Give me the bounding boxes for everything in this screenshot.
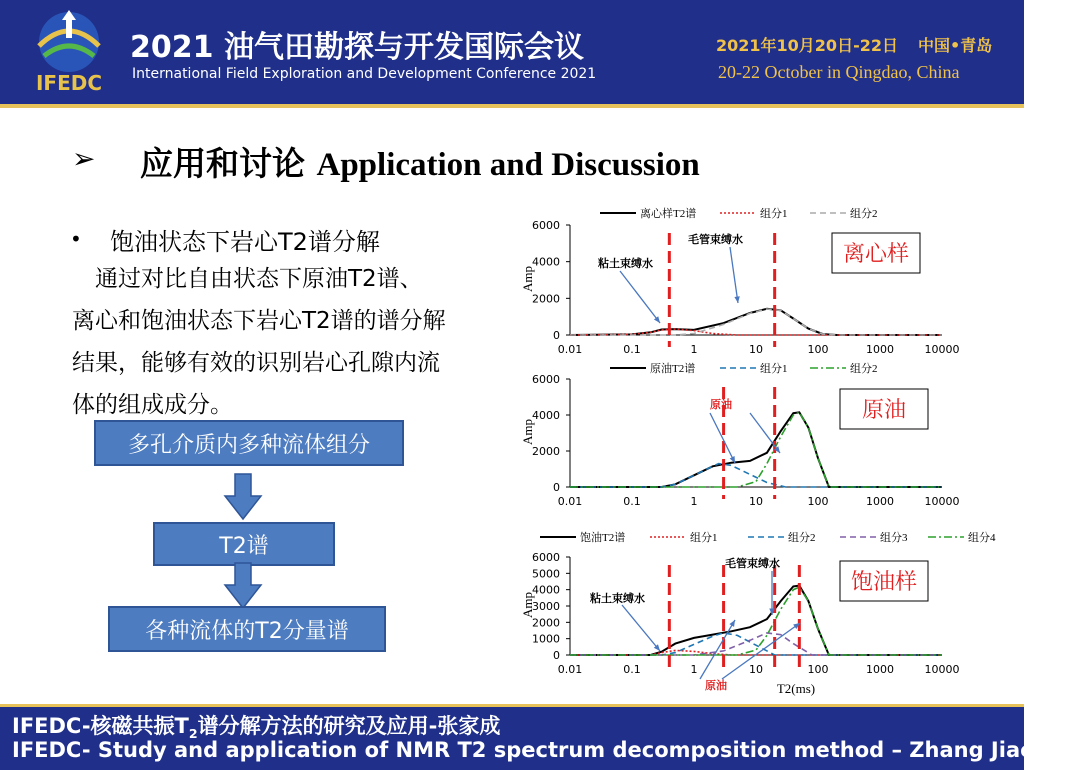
- paragraph-line: 离心和饱油状态下岩心T2谱的谱分解: [72, 308, 446, 334]
- t2-spectrum-charts: [510, 205, 996, 705]
- y-tick-label: 6000: [532, 373, 560, 386]
- y-tick-label: 0: [553, 649, 560, 662]
- x-tick-label: 1: [690, 495, 698, 508]
- section-title-cn: 应用和讨论: [140, 144, 305, 183]
- x-tick-label: 0.1: [623, 343, 641, 356]
- annotation-arrow: [622, 605, 660, 651]
- annotation-arrow: [620, 271, 660, 323]
- conference-date-en: 20-22 October in Qingdao, China: [718, 62, 960, 82]
- series-line-3: [570, 309, 942, 335]
- annotation-arrow: [700, 620, 735, 679]
- legend-label: 组分4: [968, 532, 996, 544]
- x-tick-label: 0.1: [623, 663, 641, 676]
- footer-title-cn-part: 谱分解方法的研究及应用-张家成: [197, 714, 501, 738]
- annotation-label: 毛管束缚水: [688, 233, 743, 246]
- footer-title-en: IFEDC- Study and application of NMR T2 spectrum decomposition method – Zhang Jiacheng: [12, 738, 1092, 762]
- x-tick-label: 10: [749, 343, 763, 356]
- conference-subtitle: International Field Exploration and Development Conference 2021: [132, 66, 597, 82]
- y-tick-label: 6000: [532, 219, 560, 232]
- y-axis-label: Amp: [520, 592, 535, 618]
- annotation-arrow: [730, 247, 738, 303]
- annotation-label: 粘土束缚水: [590, 592, 645, 605]
- panel-label: 原油: [861, 398, 907, 423]
- y-tick-label: 6000: [532, 551, 560, 564]
- y-tick-label: 0: [553, 481, 560, 494]
- flow-down-arrow-icon: [225, 474, 261, 519]
- header-divider: [0, 104, 1024, 108]
- y-tick-label: 2000: [532, 292, 560, 306]
- x-tick-label: 10000: [924, 343, 960, 356]
- y-tick-label: 5000: [532, 567, 560, 581]
- x-tick-label: 100: [807, 343, 829, 356]
- series-line-2: [570, 464, 942, 487]
- series-line-3: [570, 633, 942, 655]
- series-line-4: [570, 633, 942, 655]
- ifedc-logo: [22, 6, 117, 98]
- logo-text: IFEDC: [35, 71, 103, 95]
- y-tick-label: 1000: [532, 632, 560, 646]
- x-tick-label: 10000: [924, 495, 960, 508]
- footer-title-cn-sub: 2: [188, 726, 198, 742]
- x-tick-label: 100: [807, 663, 829, 676]
- flow-down-arrow-icon: [225, 563, 261, 608]
- description-paragraph: [72, 258, 502, 426]
- section-arrow-icon: ➢: [72, 142, 96, 175]
- legend-label: 组分2: [788, 532, 816, 544]
- legend-label: 组分3: [880, 532, 908, 544]
- conference-date-cn: 2021年10月20日-22日: [716, 36, 898, 55]
- footer-divider: [0, 704, 1024, 707]
- series-line-1: [570, 309, 942, 335]
- legend-label: 组分1: [760, 363, 788, 375]
- y-tick-label: 0: [553, 329, 560, 342]
- x-tick-label: 10000: [924, 663, 960, 676]
- footer-title-cn-part: IFEDC-核磁共振T: [12, 714, 189, 738]
- legend-label: 饱油T2谱: [580, 532, 626, 544]
- x-tick-label: 1: [690, 343, 698, 356]
- flow-box-t2-spectrum: T2谱: [153, 522, 335, 566]
- legend-label: 组分2: [850, 363, 878, 375]
- x-tick-label: 0.01: [557, 343, 583, 356]
- x-tick-label: 1000: [866, 343, 894, 356]
- x-tick-label: 0.1: [623, 495, 641, 508]
- paragraph-line: 通过对比自由状态下原油T2谱、: [72, 266, 423, 292]
- flow-box-porous-media: 多孔介质内多种流体组分: [94, 420, 404, 466]
- annotation-arrowhead: [734, 296, 739, 303]
- y-tick-label: 4000: [532, 583, 560, 597]
- x-tick-label: 0.01: [557, 663, 583, 676]
- section-title-en: Application and Discussion: [316, 147, 700, 183]
- legend-label: 组分1: [760, 208, 788, 220]
- bullet-icon: •: [70, 227, 82, 251]
- legend-label: 原油T2谱: [650, 363, 696, 375]
- conference-location-cn: 中国•青岛: [918, 36, 993, 55]
- x-tick-label: 100: [807, 495, 829, 508]
- bullet-heading: 饱油状态下岩心T2谱分解: [110, 228, 380, 256]
- legend-label: 组分2: [850, 208, 878, 220]
- y-tick-label: 4000: [532, 255, 560, 269]
- x-tick-label: 1000: [866, 663, 894, 676]
- footer-title-cn: [12, 710, 500, 741]
- x-tick-label: 10: [749, 495, 763, 508]
- y-axis-label: Amp: [520, 419, 535, 445]
- y-axis-label: Amp: [520, 266, 535, 292]
- annotation-label: 粘土束缚水: [598, 257, 653, 270]
- x-tick-label: 0.01: [557, 495, 583, 508]
- legend-label: 离心样T2谱: [640, 208, 697, 220]
- y-tick-label: 2000: [532, 616, 560, 630]
- flow-box-component-spectra: 各种流体的T2分量谱: [108, 606, 386, 652]
- x-tick-label: 1000: [866, 495, 894, 508]
- annotation-label: 原油: [710, 398, 732, 411]
- y-tick-label: 3000: [532, 600, 560, 613]
- panel-label: 离心样: [842, 242, 910, 267]
- x-axis-label: T2(ms): [776, 681, 816, 696]
- paragraph-line: 结果，能够有效的识别岩心孔隙内流: [72, 350, 440, 376]
- annotation-arrow: [710, 413, 735, 463]
- legend-label: 组分1: [690, 532, 718, 544]
- y-tick-label: 2000: [532, 445, 560, 458]
- x-tick-label: 1: [690, 663, 698, 676]
- y-tick-label: 4000: [532, 409, 560, 422]
- annotation-label: 毛管束缚水: [725, 557, 780, 570]
- x-tick-label: 10: [749, 663, 763, 676]
- conference-title: 2021 油气田勘探与开发国际会议: [130, 30, 584, 65]
- paragraph-line: 体的组成成分。: [72, 392, 233, 418]
- section-title: [140, 138, 700, 185]
- panel-label: 饱油样: [850, 570, 918, 595]
- annotation-label: 原油: [705, 679, 727, 692]
